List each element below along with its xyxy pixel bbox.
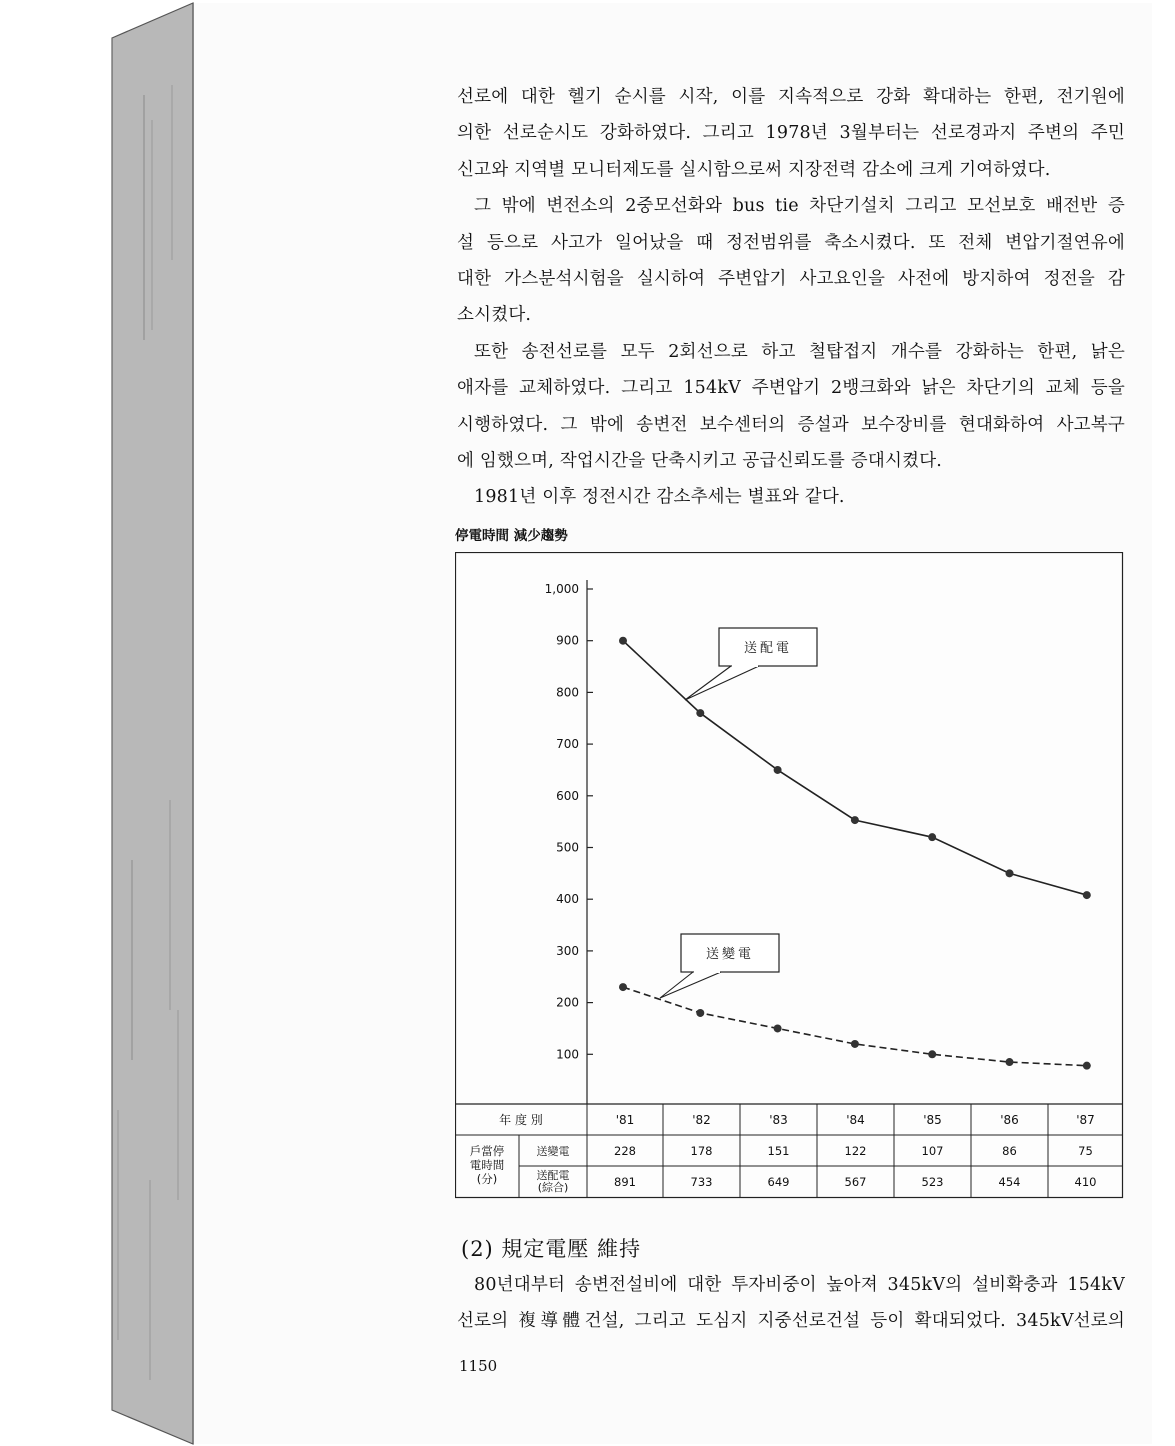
data-point xyxy=(619,983,627,991)
y-tick-label: 200 xyxy=(556,995,579,1010)
table-value: 523 xyxy=(921,1175,944,1189)
table-value: 86 xyxy=(1002,1144,1017,1158)
table-value: 178 xyxy=(690,1144,713,1158)
data-point xyxy=(1006,869,1014,877)
text-line: 1981년 이후 정전시간 감소추세는 별표와 같다. xyxy=(474,487,845,508)
text-line: 애자를 교체하였다. 그리고 154kV 주변압기 2뱅크화와 낡은 차단기의 교체 등을 xyxy=(457,378,1125,399)
text-line: 신고와 지역별 모니터제도를 실시함으로써 지장전력 감소에 크게 기여하였다. xyxy=(457,159,1051,180)
table-value: 891 xyxy=(614,1175,636,1189)
paragraph-4 xyxy=(457,479,1125,515)
table-row-group-label: 電時間 xyxy=(469,1158,505,1172)
series-label: 送變電 xyxy=(705,947,755,962)
table-row-label: 送配電 xyxy=(536,1169,570,1182)
text-line: 그 밖에 변전소의 2중모선화와 bus tie 차단기설치 그리고 모선보호 배전반 증 xyxy=(474,196,1125,217)
table-value: 122 xyxy=(844,1144,867,1158)
data-point xyxy=(1006,1058,1014,1066)
body-text-top xyxy=(457,79,1125,516)
table-year: '87 xyxy=(1076,1113,1095,1127)
text-line: 에 임했으며, 작업시간을 단축시키고 공급신뢰도를 증대시켰다. xyxy=(457,451,943,472)
table-header-label: 年 度 別 xyxy=(499,1113,543,1127)
y-tick-label: 100 xyxy=(556,1047,579,1062)
data-point xyxy=(696,1009,704,1017)
table-value: 454 xyxy=(998,1175,1021,1189)
text-line: 80년대부터 송변전설비에 대한 투자비중이 높아져 345kV의 설비확충과 154kV xyxy=(474,1275,1125,1295)
text-line: 선로의 複導體건설, 그리고 도심지 지중선로건설 등이 확대되었다. 345kV선로의 xyxy=(457,1311,1125,1332)
table-value: 410 xyxy=(1074,1175,1097,1189)
data-point xyxy=(774,766,782,774)
data-point xyxy=(928,833,936,841)
data-point xyxy=(851,1040,859,1048)
text-line: 시행하였다. 그 밖에 송변전 보수센터의 증설과 보수장비를 현대화하여 사고복구 xyxy=(457,414,1125,435)
y-tick-label: 700 xyxy=(556,737,579,752)
body-text-bottom xyxy=(457,1267,1125,1340)
table-row-label: (綜合) xyxy=(537,1181,569,1194)
y-tick-label: 400 xyxy=(556,892,579,907)
table-year: '82 xyxy=(692,1113,711,1127)
table-year: '85 xyxy=(923,1113,942,1127)
paragraph-2 xyxy=(457,188,1125,334)
table-value: 75 xyxy=(1078,1144,1093,1158)
y-tick-label: 600 xyxy=(556,788,579,803)
book-edge-illustration xyxy=(0,0,200,1446)
table-value: 151 xyxy=(767,1144,790,1158)
data-point xyxy=(1083,1062,1091,1070)
y-tick-label: 500 xyxy=(556,840,579,855)
text-line: 대한 가스분석시험을 실시하여 주변압기 사고요인을 사전에 방지하여 정전을 감 xyxy=(457,269,1125,290)
paragraph-3 xyxy=(457,334,1125,480)
chart-title: 停電時間 減少趨勢 xyxy=(455,528,568,544)
table-year: '84 xyxy=(846,1113,865,1127)
text-line: 의한 선로순시도 강화하였다. 그리고 1978년 3월부터는 선로경과지 주변의 주민 xyxy=(457,123,1125,144)
series-label: 送配電 xyxy=(743,641,793,656)
y-tick-label: 900 xyxy=(556,633,579,648)
data-point xyxy=(696,709,704,717)
table-row-group-label: (分) xyxy=(476,1172,498,1186)
y-tick-label: 800 xyxy=(556,685,579,700)
table-value: 649 xyxy=(767,1175,790,1189)
text-line: 설 등으로 사고가 일어났을 때 정전범위를 축소시켰다. 또 전체 변압기절연유에 xyxy=(457,232,1125,253)
data-point xyxy=(851,816,859,824)
text-line: 또한 송전선로를 모두 2회선으로 하고 철탑접지 개수를 강화하는 한편, 낡은 xyxy=(474,341,1125,362)
y-tick-label: 1,000 xyxy=(544,582,579,596)
table-value: 228 xyxy=(614,1144,636,1158)
data-point xyxy=(1083,891,1091,899)
text-line: 선로에 대한 헬기 순시를 시작, 이를 지속적으로 강화 확대하는 한편, 전기원에 xyxy=(457,87,1125,107)
table-year: '83 xyxy=(769,1113,788,1127)
page-number: 1150 xyxy=(459,1357,498,1375)
data-point xyxy=(619,637,627,645)
data-point xyxy=(774,1024,782,1032)
table-year: '81 xyxy=(615,1113,635,1127)
section-heading: (2) 規定電壓 維持 xyxy=(461,1237,642,1261)
table-value: 107 xyxy=(921,1144,944,1158)
text-line: 소시켰다. xyxy=(457,305,532,326)
table-row-label: 送變電 xyxy=(536,1145,570,1158)
table-value: 733 xyxy=(690,1175,713,1189)
data-point xyxy=(928,1050,936,1058)
table-row-group-label: 戶當停 xyxy=(469,1144,505,1158)
line-chart xyxy=(455,552,1125,1200)
y-tick-label: 300 xyxy=(556,943,579,958)
table-value: 567 xyxy=(844,1175,867,1189)
table-year: '86 xyxy=(1000,1113,1019,1127)
paragraph-1 xyxy=(457,79,1125,188)
